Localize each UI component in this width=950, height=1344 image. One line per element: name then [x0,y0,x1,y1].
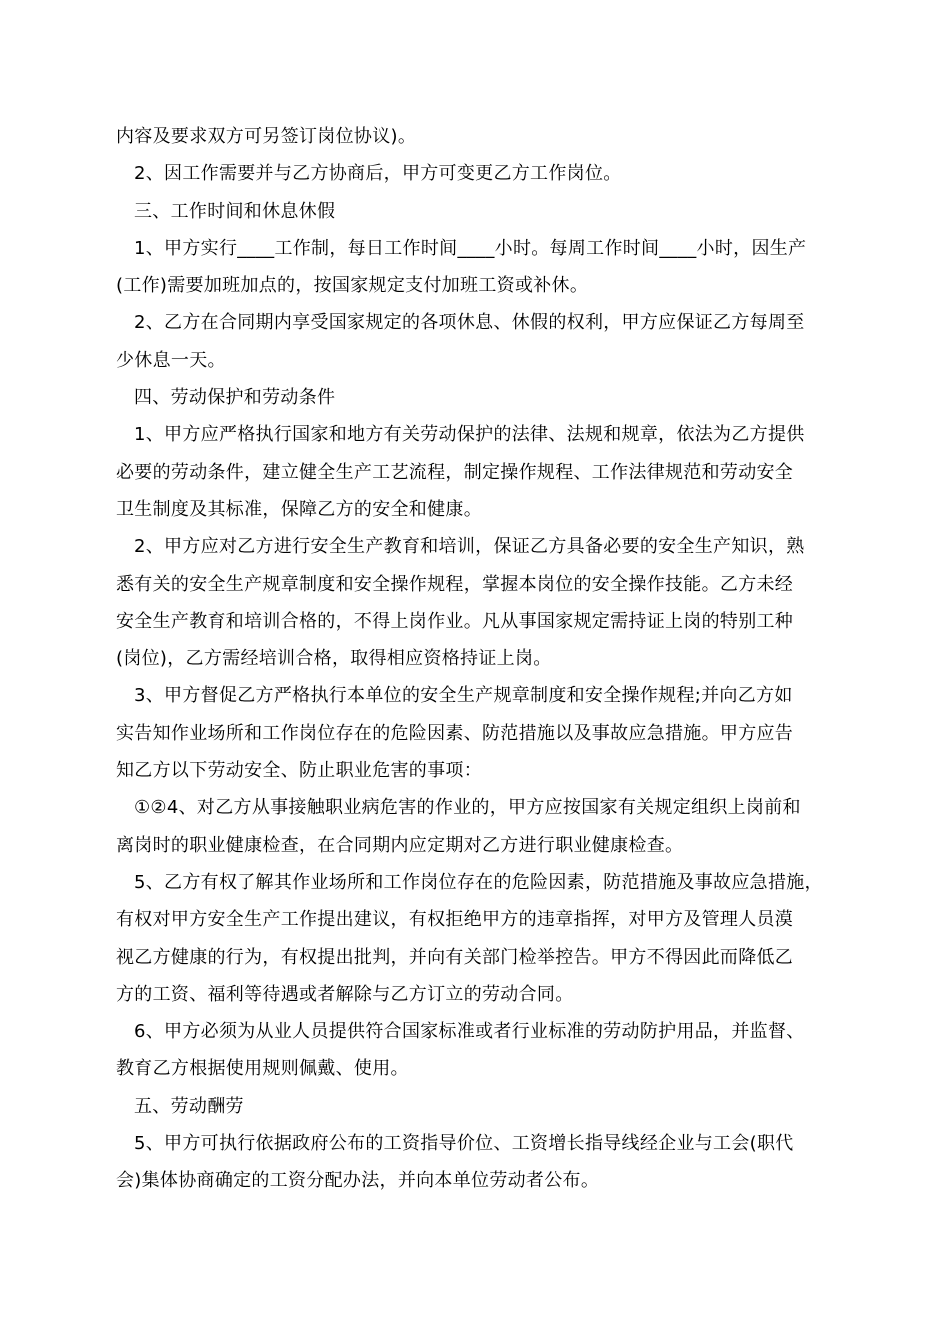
text-line: 1、甲方应严格执行国家和地方有关劳动保护的法律、法规和规章，依法为乙方提供 [134,424,805,446]
text-line: 少休息一天。 [116,349,226,371]
text-line: ①②4、对乙方从事接触职业病危害的作业的，甲方应按国家有关规定组织上岗前和 [134,797,801,819]
text-line: (工作)需要加班加点的，按国家规定支付加班工资或补休。 [116,275,589,297]
document-body [116,118,836,1200]
text-line: 2、甲方应对乙方进行安全生产教育和培训，保证乙方具备必要的安全生产知识，熟 [134,536,805,558]
text-line: 有权对甲方安全生产工作提出建议，有权拒绝甲方的违章指挥，对甲方及管理人员漠 [116,909,794,931]
text-line: 会)集体协商确定的工资分配办法，并向本单位劳动者公布。 [116,1170,600,1192]
text-line: 3、甲方督促乙方严格执行本单位的安全生产规章制度和安全操作规程;并向乙方如 [134,685,793,707]
text-line: 四、劳动保护和劳动条件 [134,387,336,409]
text-line: 5、甲方可执行依据政府公布的工资指导价位、工资增长指导线经企业与工会(职代 [134,1133,794,1155]
text-line: 6、甲方必须为从业人员提供符合国家标准或者行业标准的劳动防护用品，并监督、 [134,1021,805,1043]
text-line: 2、乙方在合同期内享受国家规定的各项休息、休假的权利，甲方应保证乙方每周至 [134,312,805,334]
text-line: 卫生制度及其标准，保障乙方的安全和健康。 [116,498,482,520]
text-line: 实告知作业场所和工作岗位存在的危险因素、防范措施以及事故应急措施。甲方应告 [116,722,794,744]
text-line: 教育乙方根据使用规则佩戴、使用。 [116,1058,409,1080]
text-line: (岗位)，乙方需经培训合格，取得相应资格持证上岗。 [116,648,552,670]
text-line: 悉有关的安全生产规章制度和安全操作规程，掌握本岗位的安全操作技能。乙方未经 [116,573,794,595]
text-line: 1、甲方实行____工作制，每日工作时间____小时。每周工作时间____小时，因生产 [134,237,807,259]
text-line: 2、因工作需要并与乙方协商后，甲方可变更乙方工作岗位。 [134,163,622,185]
text-line: 方的工资、福利等待遇或者解除与乙方订立的劳动合同。 [116,983,574,1005]
text-line: 5、乙方有权了解其作业场所和工作岗位存在的危险因素，防范措施及事故应急措施， [134,871,823,893]
text-line: 离岗时的职业健康检查，在合同期内应定期对乙方进行职业健康检查。 [116,834,684,856]
text-line: 必要的劳动条件，建立健全生产工艺流程，制定操作规程、工作法律规范和劳动安全 [116,461,794,483]
text-line: 安全生产教育和培训合格的，不得上岗作业。凡从事国家规定需持证上岗的特别工种 [116,610,794,632]
text-line: 内容及要求双方可另签订岗位协议)。 [116,126,417,147]
text-line: 知乙方以下劳动安全、防止职业危害的事项： [116,760,482,782]
text-line: 五、劳动酬劳 [134,1095,244,1117]
text-line: 视乙方健康的行为，有权提出批判，并向有关部门检举控告。甲方不得因此而降低乙 [116,946,794,968]
text-line: 三、工作时间和休息休假 [134,200,336,222]
